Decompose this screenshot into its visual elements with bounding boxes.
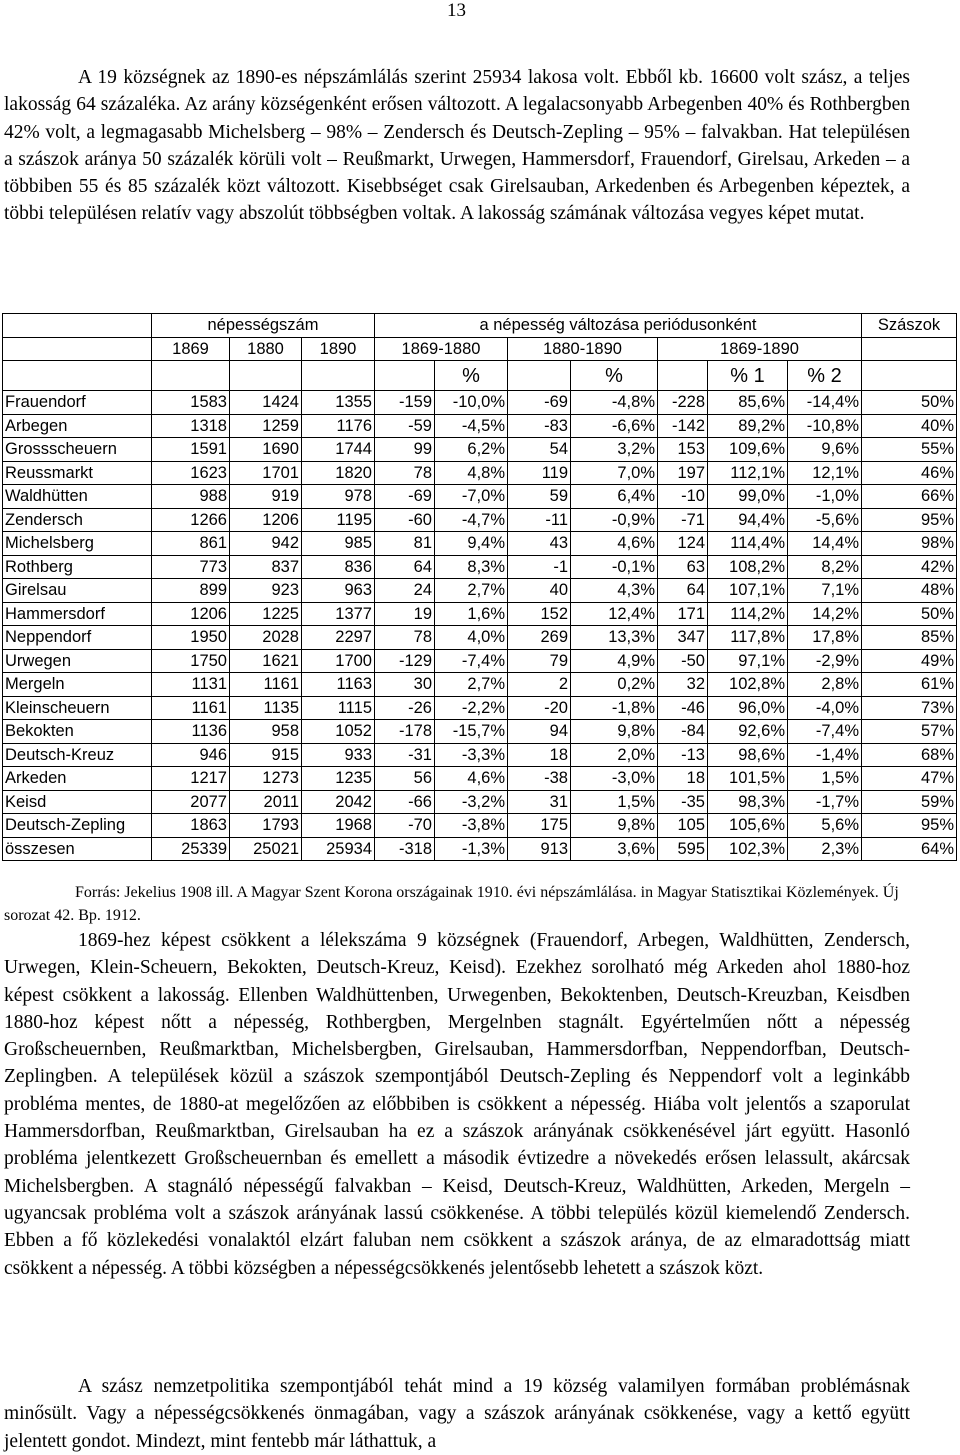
cell-d1: 19 — [375, 602, 435, 626]
row-name: Reussmarkt — [3, 461, 152, 485]
cell-d3: -50 — [658, 649, 708, 673]
cell-p1: -7,0% — [435, 485, 508, 509]
cell-p3b: 12,1% — [788, 461, 862, 485]
cell-p3b: -7,4% — [788, 720, 862, 744]
cell-p2: 3,6% — [571, 837, 658, 861]
cell-szasz: 47% — [862, 767, 957, 791]
cell-p3b: 5,6% — [788, 814, 862, 838]
cell-d2: 152 — [508, 602, 571, 626]
cell-p2: -1,8% — [571, 696, 658, 720]
cell-p3a: 105,6% — [708, 814, 788, 838]
row-name: Deutsch-Kreuz — [3, 743, 152, 767]
cell-szasz: 61% — [862, 673, 957, 697]
cell-v1869: 1750 — [152, 649, 230, 673]
table-row — [3, 720, 957, 744]
cell-v1880: 958 — [230, 720, 302, 744]
cell-v1890: 1235 — [302, 767, 375, 791]
cell-p2: 7,0% — [571, 461, 658, 485]
cell-d2: 31 — [508, 790, 571, 814]
cell-p1: 1,6% — [435, 602, 508, 626]
cell-v1890: 25934 — [302, 837, 375, 861]
table-header-row-2 — [3, 337, 957, 361]
cell-p2: 0,2% — [571, 673, 658, 697]
table-row — [3, 508, 957, 532]
cell-szasz: 57% — [862, 720, 957, 744]
cell-v1869: 1583 — [152, 391, 230, 415]
table-header-row-3 — [3, 361, 957, 391]
cell-v1890: 1115 — [302, 696, 375, 720]
header-1890: 1890 — [302, 337, 375, 361]
table-row — [3, 790, 957, 814]
cell-p3a: 92,6% — [708, 720, 788, 744]
cell-p3b: 1,5% — [788, 767, 862, 791]
cell-d2: 269 — [508, 626, 571, 650]
cell-d2: 175 — [508, 814, 571, 838]
table-row — [3, 602, 957, 626]
cell-v1869: 1136 — [152, 720, 230, 744]
cell-p3a: 109,6% — [708, 438, 788, 462]
population-table — [2, 313, 957, 861]
cell-d1: -69 — [375, 485, 435, 509]
table-row — [3, 461, 957, 485]
cell-d1: -26 — [375, 696, 435, 720]
row-name: Kleinscheuern — [3, 696, 152, 720]
header-szaszok: Szászok — [862, 314, 957, 338]
cell-v1890: 1820 — [302, 461, 375, 485]
cell-p3b: 8,2% — [788, 555, 862, 579]
cell-p2: 4,3% — [571, 579, 658, 603]
cell-v1869: 1217 — [152, 767, 230, 791]
header-1880: 1880 — [230, 337, 302, 361]
header-blank — [3, 314, 152, 338]
cell-v1880: 2028 — [230, 626, 302, 650]
table-row — [3, 767, 957, 791]
cell-szasz: 50% — [862, 602, 957, 626]
cell-v1869: 1591 — [152, 438, 230, 462]
cell-d2: -1 — [508, 555, 571, 579]
table-row — [3, 391, 957, 415]
cell-szasz: 46% — [862, 461, 957, 485]
cell-p1: -2,2% — [435, 696, 508, 720]
cell-v1869: 861 — [152, 532, 230, 556]
cell-szasz: 64% — [862, 837, 957, 861]
cell-d3: 347 — [658, 626, 708, 650]
header-1869: 1869 — [152, 337, 230, 361]
row-name: Waldhütten — [3, 485, 152, 509]
table-row — [3, 485, 957, 509]
cell-d3: -35 — [658, 790, 708, 814]
cell-p2: -6,6% — [571, 414, 658, 438]
cell-v1880: 942 — [230, 532, 302, 556]
cell-d3: 64 — [658, 579, 708, 603]
cell-d2: 79 — [508, 649, 571, 673]
cell-v1890: 963 — [302, 579, 375, 603]
cell-szasz: 95% — [862, 508, 957, 532]
cell-p3a: 98,6% — [708, 743, 788, 767]
cell-d3: -13 — [658, 743, 708, 767]
cell-d2: 119 — [508, 461, 571, 485]
cell-p3b: 14,4% — [788, 532, 862, 556]
cell-p3b: 9,6% — [788, 438, 862, 462]
row-name: Deutsch-Zepling — [3, 814, 152, 838]
table-row — [3, 438, 957, 462]
cell-d1: -159 — [375, 391, 435, 415]
cell-szasz: 73% — [862, 696, 957, 720]
cell-p1: -15,7% — [435, 720, 508, 744]
cell-v1869: 1161 — [152, 696, 230, 720]
row-name: Keisd — [3, 790, 152, 814]
row-name: Mergeln — [3, 673, 152, 697]
cell-szasz: 42% — [862, 555, 957, 579]
cell-szasz: 59% — [862, 790, 957, 814]
cell-p2: 9,8% — [571, 814, 658, 838]
cell-d2: -11 — [508, 508, 571, 532]
cell-v1890: 978 — [302, 485, 375, 509]
cell-p1: 4,0% — [435, 626, 508, 650]
cell-v1890: 2297 — [302, 626, 375, 650]
cell-v1890: 1163 — [302, 673, 375, 697]
page-number: 13 — [447, 0, 466, 21]
cell-v1869: 1266 — [152, 508, 230, 532]
cell-v1880: 2011 — [230, 790, 302, 814]
cell-d3: -142 — [658, 414, 708, 438]
cell-p3a: 101,5% — [708, 767, 788, 791]
cell-p3b: 14,2% — [788, 602, 862, 626]
cell-d3: 171 — [658, 602, 708, 626]
cell-p3a: 117,8% — [708, 626, 788, 650]
cell-v1880: 1259 — [230, 414, 302, 438]
cell-p3a: 96,0% — [708, 696, 788, 720]
table-row — [3, 626, 957, 650]
row-name: Michelsberg — [3, 532, 152, 556]
cell-d1: 81 — [375, 532, 435, 556]
header-period-1880-1890: 1880-1890 — [508, 337, 658, 361]
cell-d3: 124 — [658, 532, 708, 556]
cell-p3a: 114,4% — [708, 532, 788, 556]
cell-p2: 6,4% — [571, 485, 658, 509]
cell-v1869: 946 — [152, 743, 230, 767]
cell-v1869: 1863 — [152, 814, 230, 838]
cell-d1: -60 — [375, 508, 435, 532]
cell-v1869: 773 — [152, 555, 230, 579]
cell-d1: 64 — [375, 555, 435, 579]
cell-d2: 94 — [508, 720, 571, 744]
header-valtozas: a népesség változása periódusonként — [375, 314, 862, 338]
table-row — [3, 743, 957, 767]
cell-p3a: 94,4% — [708, 508, 788, 532]
cell-szasz: 48% — [862, 579, 957, 603]
cell-d2: 18 — [508, 743, 571, 767]
cell-d1: 78 — [375, 626, 435, 650]
cell-p1: 6,2% — [435, 438, 508, 462]
cell-p3b: 2,8% — [788, 673, 862, 697]
cell-d2: 54 — [508, 438, 571, 462]
cell-p2: -0,9% — [571, 508, 658, 532]
cell-p2: -0,1% — [571, 555, 658, 579]
cell-d3: 153 — [658, 438, 708, 462]
cell-d1: -318 — [375, 837, 435, 861]
cell-p1: -3,3% — [435, 743, 508, 767]
cell-v1890: 1377 — [302, 602, 375, 626]
cell-p1: 2,7% — [435, 579, 508, 603]
cell-v1880: 1225 — [230, 602, 302, 626]
cell-d2: 913 — [508, 837, 571, 861]
cell-d2: 59 — [508, 485, 571, 509]
cell-p3a: 98,3% — [708, 790, 788, 814]
header-nepessegszam: népességszám — [152, 314, 375, 338]
cell-d1: -70 — [375, 814, 435, 838]
cell-p2: 4,6% — [571, 532, 658, 556]
cell-v1880: 1690 — [230, 438, 302, 462]
cell-d3: 63 — [658, 555, 708, 579]
cell-v1869: 1206 — [152, 602, 230, 626]
cell-d1: 56 — [375, 767, 435, 791]
cell-p2: -3,0% — [571, 767, 658, 791]
cell-d3: -46 — [658, 696, 708, 720]
cell-v1869: 25339 — [152, 837, 230, 861]
cell-p3b: -14,4% — [788, 391, 862, 415]
cell-p2: 3,2% — [571, 438, 658, 462]
cell-d1: 78 — [375, 461, 435, 485]
header-pct-b: % — [571, 361, 658, 391]
row-name: összesen — [3, 837, 152, 861]
cell-v1869: 1623 — [152, 461, 230, 485]
table-row — [3, 579, 957, 603]
cell-p3a: 102,3% — [708, 837, 788, 861]
cell-p3b: 17,8% — [788, 626, 862, 650]
cell-p3a: 114,2% — [708, 602, 788, 626]
table-row — [3, 649, 957, 673]
header-period-1869-1890: 1869-1890 — [658, 337, 862, 361]
cell-v1880: 915 — [230, 743, 302, 767]
table-row — [3, 555, 957, 579]
cell-p3b: -1,0% — [788, 485, 862, 509]
table-header-row-1 — [3, 314, 957, 338]
cell-p1: -1,3% — [435, 837, 508, 861]
cell-v1869: 2077 — [152, 790, 230, 814]
cell-v1890: 836 — [302, 555, 375, 579]
cell-v1880: 25021 — [230, 837, 302, 861]
row-name: Bekokten — [3, 720, 152, 744]
cell-v1880: 923 — [230, 579, 302, 603]
cell-szasz: 85% — [862, 626, 957, 650]
cell-d3: 595 — [658, 837, 708, 861]
cell-szasz: 95% — [862, 814, 957, 838]
cell-v1880: 1273 — [230, 767, 302, 791]
cell-v1880: 1424 — [230, 391, 302, 415]
cell-p3b: -1,7% — [788, 790, 862, 814]
cell-szasz: 66% — [862, 485, 957, 509]
row-name: Girelsau — [3, 579, 152, 603]
cell-d3: -84 — [658, 720, 708, 744]
cell-d2: -38 — [508, 767, 571, 791]
cell-v1890: 985 — [302, 532, 375, 556]
row-name: Arbegen — [3, 414, 152, 438]
cell-d1: -178 — [375, 720, 435, 744]
cell-p3a: 85,6% — [708, 391, 788, 415]
cell-p3a: 107,1% — [708, 579, 788, 603]
cell-v1869: 1318 — [152, 414, 230, 438]
cell-v1890: 1968 — [302, 814, 375, 838]
cell-p3b: -2,9% — [788, 649, 862, 673]
cell-p2: -4,8% — [571, 391, 658, 415]
cell-szasz: 55% — [862, 438, 957, 462]
table-row — [3, 673, 957, 697]
cell-d3: -228 — [658, 391, 708, 415]
cell-p3a: 108,2% — [708, 555, 788, 579]
cell-v1880: 837 — [230, 555, 302, 579]
cell-p2: 9,8% — [571, 720, 658, 744]
cell-p2: 1,5% — [571, 790, 658, 814]
header-pct-a: % — [435, 361, 508, 391]
cell-d2: -20 — [508, 696, 571, 720]
cell-v1880: 1701 — [230, 461, 302, 485]
cell-p2: 13,3% — [571, 626, 658, 650]
cell-p1: -7,4% — [435, 649, 508, 673]
cell-p2: 12,4% — [571, 602, 658, 626]
cell-p1: -10,0% — [435, 391, 508, 415]
cell-szasz: 50% — [862, 391, 957, 415]
table-row — [3, 696, 957, 720]
cell-p3a: 102,8% — [708, 673, 788, 697]
table-body — [3, 391, 957, 861]
cell-p3b: 2,3% — [788, 837, 862, 861]
table-row — [3, 532, 957, 556]
cell-v1890: 1052 — [302, 720, 375, 744]
cell-p3a: 99,0% — [708, 485, 788, 509]
row-name: Hammersdorf — [3, 602, 152, 626]
table-row — [3, 814, 957, 838]
cell-p1: -4,5% — [435, 414, 508, 438]
cell-p1: 4,8% — [435, 461, 508, 485]
cell-v1880: 1621 — [230, 649, 302, 673]
row-name: Rothberg — [3, 555, 152, 579]
row-name: Urwegen — [3, 649, 152, 673]
row-name: Arkeden — [3, 767, 152, 791]
cell-v1890: 2042 — [302, 790, 375, 814]
cell-p3b: -1,4% — [788, 743, 862, 767]
cell-p3a: 89,2% — [708, 414, 788, 438]
cell-v1890: 1355 — [302, 391, 375, 415]
row-name: Neppendorf — [3, 626, 152, 650]
row-name: Grossscheuern — [3, 438, 152, 462]
cell-d3: 197 — [658, 461, 708, 485]
cell-szasz: 49% — [862, 649, 957, 673]
conclusion-paragraph: A szász nemzetpolitika szempontjából tehát mind a 19 község valamilyen formában problémásnak minősült. Vagy a népességcsökkenés önmagában, vagy a szászok arányának csökkenése, vagy a kettő együtt jelentett gondot. Mindezt, mint fentebb már láthattuk, a — [4, 1376, 910, 1452]
cell-d1: 99 — [375, 438, 435, 462]
cell-v1869: 988 — [152, 485, 230, 509]
cell-v1869: 899 — [152, 579, 230, 603]
cell-p2: 4,9% — [571, 649, 658, 673]
cell-p1: 9,4% — [435, 532, 508, 556]
cell-d2: 40 — [508, 579, 571, 603]
header-period-1869-1880: 1869-1880 — [375, 337, 508, 361]
cell-v1880: 1161 — [230, 673, 302, 697]
cell-p3b: 7,1% — [788, 579, 862, 603]
cell-p1: 8,3% — [435, 555, 508, 579]
cell-p1: -3,2% — [435, 790, 508, 814]
cell-d2: 43 — [508, 532, 571, 556]
cell-d1: 30 — [375, 673, 435, 697]
cell-p1: -4,7% — [435, 508, 508, 532]
table-row — [3, 414, 957, 438]
cell-d2: 2 — [508, 673, 571, 697]
row-name: Zendersch — [3, 508, 152, 532]
cell-d1: -31 — [375, 743, 435, 767]
header-pct-c: % 1 — [708, 361, 788, 391]
cell-v1890: 1700 — [302, 649, 375, 673]
cell-szasz: 40% — [862, 414, 957, 438]
cell-d3: -10 — [658, 485, 708, 509]
cell-v1869: 1950 — [152, 626, 230, 650]
cell-p3a: 97,1% — [708, 649, 788, 673]
cell-szasz: 98% — [862, 532, 957, 556]
cell-p3b: -4,0% — [788, 696, 862, 720]
cell-p2: 2,0% — [571, 743, 658, 767]
intro-paragraph: A 19 községnek az 1890-es népszámlálás szerint 25934 lakosa volt. Ebből kb. 16600 volt szász, a teljes lakosság 64 százaléka. Az arány községenként erősen változott. A legalacsonyabb Arbegenben 40% és Rothbergben 42% volt, a legmagasabb Michelsberg – 98% – Zendersch és Deutsch-Zepling – 95% – falvakban. Hat településen a szászok aránya 50 százalék körüli volt – Reußmarkt, Urwegen, Hammersdorf, Frauendorf, Girelsau, Arkeden – a többiben 55 és 85 százalék közt változott. Kisebbséget csak Girelsauban, Arkedenben és Arbegenben képeztek, a többi településen relatív vagy abszolút többségben voltak. A lakosság számának változása vegyes képet mutat. — [4, 67, 910, 225]
cell-d3: -71 — [658, 508, 708, 532]
cell-v1890: 1744 — [302, 438, 375, 462]
cell-p3b: -10,8% — [788, 414, 862, 438]
cell-v1869: 1131 — [152, 673, 230, 697]
cell-v1880: 1135 — [230, 696, 302, 720]
cell-p3a: 112,1% — [708, 461, 788, 485]
cell-v1890: 933 — [302, 743, 375, 767]
cell-v1880: 919 — [230, 485, 302, 509]
cell-d1: -66 — [375, 790, 435, 814]
cell-d1: -59 — [375, 414, 435, 438]
cell-v1890: 1176 — [302, 414, 375, 438]
cell-p1: 4,6% — [435, 767, 508, 791]
cell-v1890: 1195 — [302, 508, 375, 532]
cell-v1880: 1206 — [230, 508, 302, 532]
cell-szasz: 68% — [862, 743, 957, 767]
cell-d2: -83 — [508, 414, 571, 438]
analysis-paragraph: 1869-hez képest csökkent a lélekszáma 9 községnek (Frauendorf, Arbegen, Waldhütten, Zendersch, Urwegen, Klein-Scheuern, Bekokten, Deutsch-Kreuz, Keisd). Ezekhez sorolható még Arkeden ahol 1880-hoz képest csökkent a lakosság. Ellenben Waldhüttenben, Urwegenben, Bekoktenben, Deutsch-Kreuzban, Keisdben 1880-hoz képest nőtt a népesség, Rothbergben, Mergelnben stagnált. Egyértelműen nőtt a népesség Großscheuernben, Reußmarktban, Michelsbergben, Girelsauban, Hammersdorfban, Neppendorfban, Deutsch-Zeplingben. A települések közül a szászok szempontjából Deutsch-Zepling és Neppendorf volt a leginkább probléma mentes, de 1880-at megelőzően az előbbiben is csökkent a népesség. Hiába volt jelentős a szaporulat Hammersdorfban, Reußmarktban, Girelsauban ha ez a szászok arányának csökkenésével járt együtt. Hasonló probléma jelentkezett Großscheuernban és emellett a második évtizedre a növekedés erősen lelassult, akárcsak Michelsbergben. A stagnáló népességű falvakban – Keisd, Deutsch-Kreuz, Waldhütten, Arkeden, Mergeln – ugyancsak probléma volt a szászok arányának lassú csökkenése. A többi település közül kiemelendő Zendersch. Ebben a fő közlekedési vonalaktól elzárt faluban nem csökkent a szászok aránya, de az elmaradottság miatt csökkent a népesség. A többi községben a népességcsökkenés jelentősebb lehetett a szászok közt. — [4, 930, 910, 1279]
row-name: Frauendorf — [3, 391, 152, 415]
header-pct-d: % 2 — [788, 361, 862, 391]
table-row — [3, 837, 957, 861]
source-note: Forrás: Jekelius 1908 ill. A Magyar Szent Korona országainak 1910. évi népszámlálása. in Magyar Statisztikai Közlemények. Új sorozat 42. Bp. 1912. — [4, 884, 899, 924]
cell-d1: 24 — [375, 579, 435, 603]
cell-d3: 105 — [658, 814, 708, 838]
cell-p1: 2,7% — [435, 673, 508, 697]
cell-d2: -69 — [508, 391, 571, 415]
cell-v1880: 1793 — [230, 814, 302, 838]
cell-d1: -129 — [375, 649, 435, 673]
cell-d3: 18 — [658, 767, 708, 791]
cell-d3: 32 — [658, 673, 708, 697]
cell-p1: -3,8% — [435, 814, 508, 838]
cell-p3b: -5,6% — [788, 508, 862, 532]
